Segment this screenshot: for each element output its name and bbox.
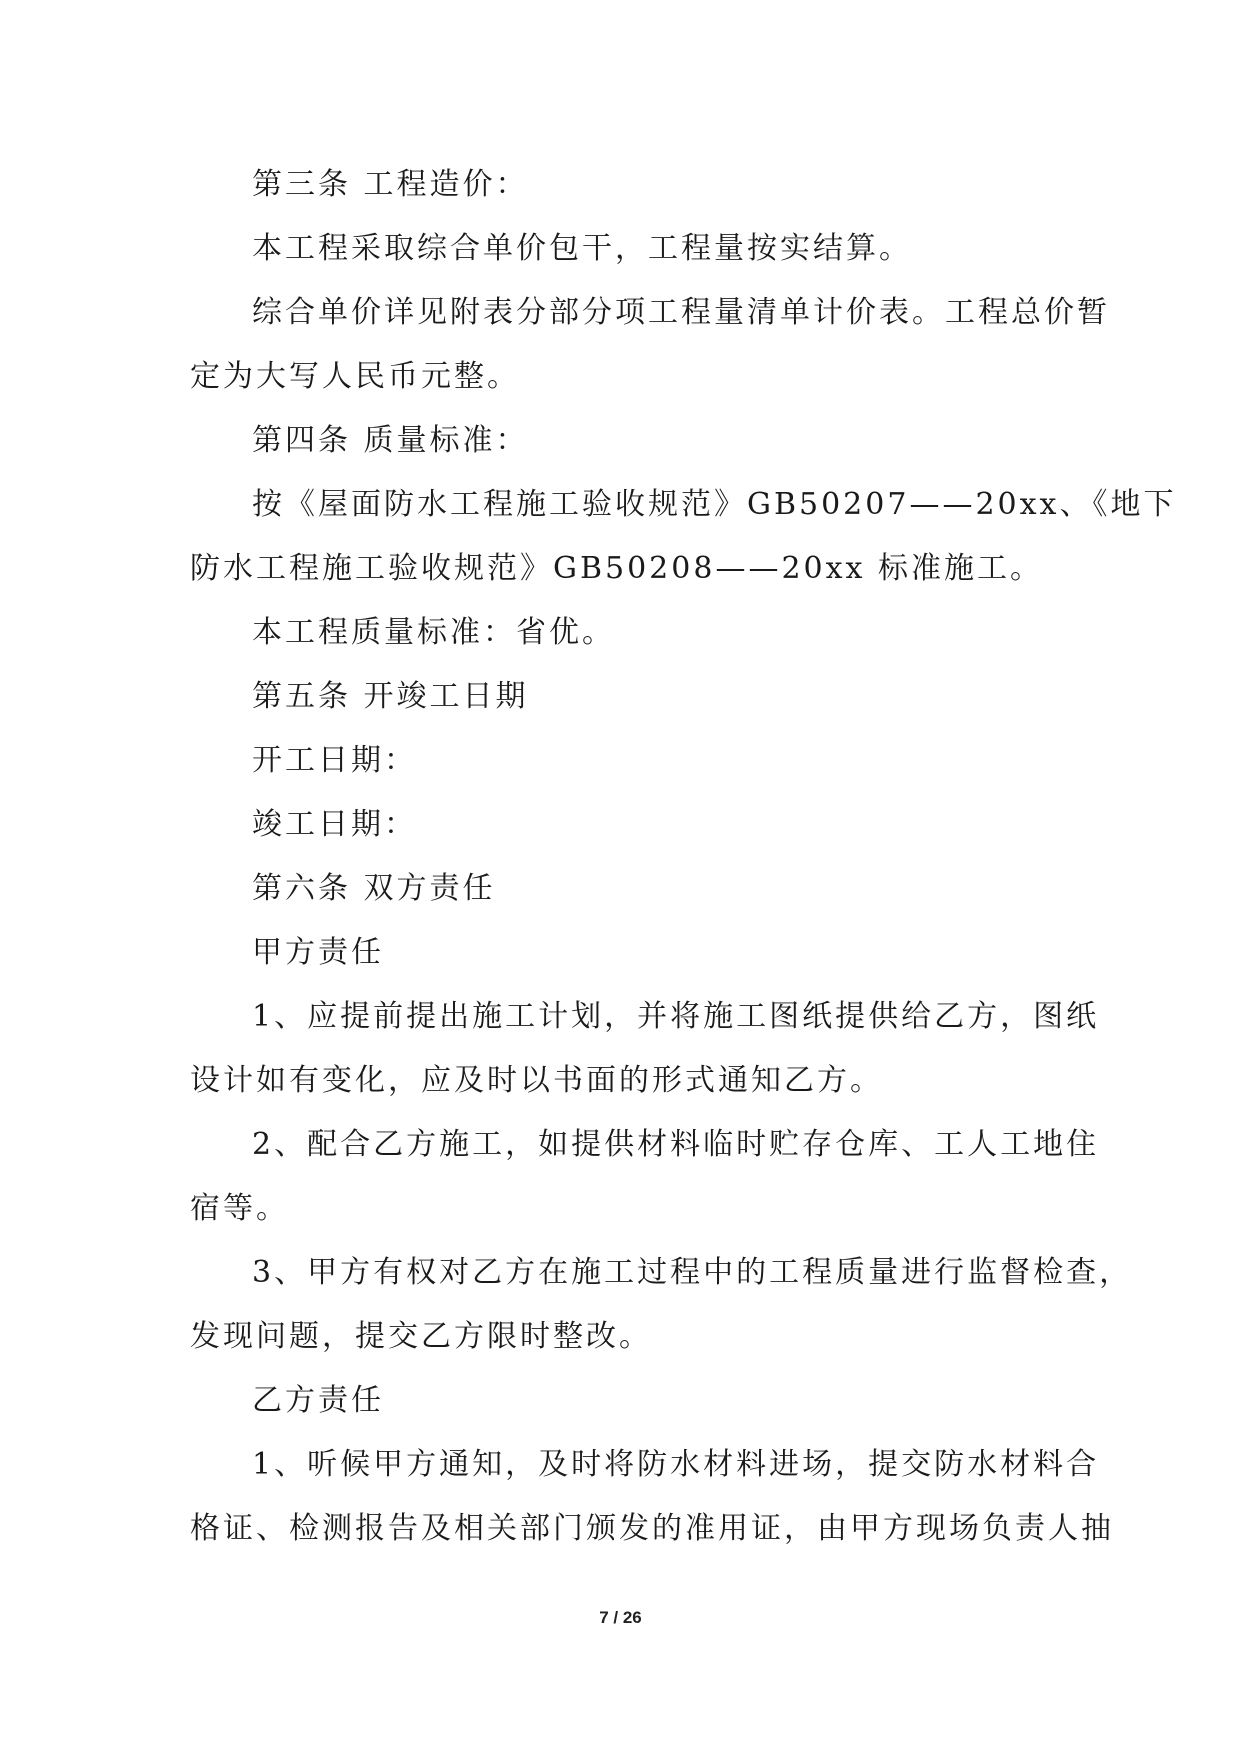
paragraph-line: 本工程质量标准：省优。 xyxy=(252,615,615,650)
paragraph-line: 3、甲方有权对乙方在施工过程中的工程质量进行监督检查， xyxy=(252,1255,1133,1290)
paragraph-line: 本工程采取综合单价包干，工程量按实结算。 xyxy=(252,231,912,266)
completion-date-line: 竣工日期： xyxy=(252,807,417,842)
paragraph-line: 2、配合乙方施工，如提供材料临时贮存仓库、工人工地住 xyxy=(252,1127,1100,1162)
party-b-heading: 乙方责任 xyxy=(252,1383,384,1418)
party-a-heading: 甲方责任 xyxy=(252,935,384,970)
paragraph-line: 1、应提前提出施工计划，并将施工图纸提供给乙方，图纸 xyxy=(252,999,1100,1034)
paragraph-line: 发现问题，提交乙方限时整改。 xyxy=(190,1319,652,1354)
paragraph-line: 综合单价详见附表分部分项工程量清单计价表。工程总价暂 xyxy=(252,295,1110,330)
paragraph-line: 防水工程施工验收规范》GB50208——20xx 标准施工。 xyxy=(190,551,1043,586)
paragraph-line: 格证、检测报告及相关部门颁发的准用证，由甲方现场负责人抽 xyxy=(190,1511,1114,1546)
paragraph-line: 宿等。 xyxy=(190,1191,289,1226)
paragraph-line: 定为大写人民币元整。 xyxy=(190,359,520,394)
start-date-line: 开工日期： xyxy=(252,743,417,778)
page-number: 7 / 26 xyxy=(599,1608,642,1627)
article-6-heading: 第六条 双方责任 xyxy=(252,871,496,906)
paragraph-line: 设计如有变化，应及时以书面的形式通知乙方。 xyxy=(190,1063,883,1098)
article-5-heading: 第五条 开竣工日期 xyxy=(252,679,529,714)
article-3-heading: 第三条 工程造价： xyxy=(252,167,529,202)
paragraph-line: 1、听候甲方通知，及时将防水材料进场，提交防水材料合 xyxy=(252,1447,1100,1482)
paragraph-line: 按《屋面防水工程施工验收规范》GB50207——20xx、《地下 xyxy=(252,487,1177,522)
article-4-heading: 第四条 质量标准： xyxy=(252,423,529,458)
